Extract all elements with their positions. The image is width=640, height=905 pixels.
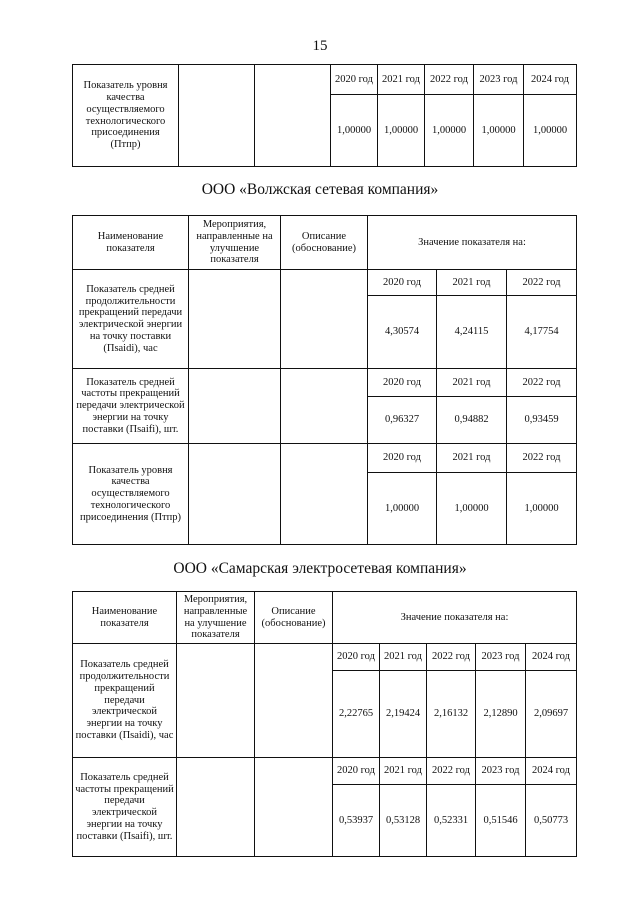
year-header: 2021 год xyxy=(437,444,507,473)
volzhskaya-table xyxy=(72,215,577,545)
description-cell xyxy=(255,758,333,857)
year-header: 2022 год xyxy=(507,270,577,296)
value-cell: 0,53128 xyxy=(380,785,427,857)
header-description: Описание (обоснование) xyxy=(255,592,333,644)
header-measures: Мероприятия, направленные на улучшение показателя xyxy=(177,592,255,644)
year-header: 2022 год xyxy=(427,644,476,671)
year-header: 2020 год xyxy=(368,444,437,473)
value-cell: 1,00000 xyxy=(378,95,425,167)
value-cell: 1,00000 xyxy=(437,473,507,545)
value-cell: 2,09697 xyxy=(526,671,577,758)
year-header: 2022 год xyxy=(507,444,577,473)
year-header: 2022 год xyxy=(507,369,577,397)
measures-cell xyxy=(177,758,255,857)
year-header: 2020 год xyxy=(333,758,380,785)
indicator-name: Показатель средней продолжительности прекращений передачи электрической энергии на точку поставки (Пsaidi), час xyxy=(73,270,189,369)
header-description: Описание (обоснование) xyxy=(281,216,368,270)
measures-cell xyxy=(189,369,281,444)
year-header: 2023 год xyxy=(476,644,526,671)
value-cell: 1,00000 xyxy=(368,473,437,545)
year-header: 2024 год xyxy=(526,644,577,671)
measures-cell xyxy=(179,65,255,167)
year-header: 2021 год xyxy=(380,758,427,785)
year-header: 2021 год xyxy=(437,369,507,397)
header-name: Наименование показателя xyxy=(73,592,177,644)
year-header: 2022 год xyxy=(425,65,474,95)
top-table xyxy=(72,64,577,167)
description-cell xyxy=(281,369,368,444)
description-cell xyxy=(255,644,333,758)
value-cell: 2,12890 xyxy=(476,671,526,758)
value-cell: 1,00000 xyxy=(425,95,474,167)
measures-cell xyxy=(177,644,255,758)
page-number: 15 xyxy=(312,38,328,54)
header-measures: Мероприятия, направленные на улучшение показателя xyxy=(189,216,281,270)
indicator-name: Показатель средней продолжительности прекращений передачи электрической энергии на точку поставки (Пsaidi), час xyxy=(73,644,177,758)
value-cell: 0,52331 xyxy=(427,785,476,857)
indicator-name: Показатель уровня качества осуществляемого технологического присоединения (Птпр) xyxy=(73,444,189,545)
year-header: 2020 год xyxy=(333,644,380,671)
value-cell: 2,19424 xyxy=(380,671,427,758)
value-cell: 0,53937 xyxy=(333,785,380,857)
value-cell: 1,00000 xyxy=(524,95,577,167)
header-values: Значение показателя на: xyxy=(333,592,577,644)
description-cell xyxy=(281,444,368,545)
value-cell: 4,17754 xyxy=(507,296,577,369)
value-cell: 1,00000 xyxy=(507,473,577,545)
indicator-name: Показатель средней частоты прекращений передачи электрической энергии на точку поставки (Пsaifi), шт. xyxy=(73,758,177,857)
year-header: 2022 год xyxy=(427,758,476,785)
value-cell: 2,16132 xyxy=(427,671,476,758)
description-cell xyxy=(255,65,331,167)
value-cell: 1,00000 xyxy=(331,95,378,167)
description-cell xyxy=(281,270,368,369)
year-header: 2024 год xyxy=(526,758,577,785)
year-header: 2021 год xyxy=(437,270,507,296)
year-header: 2021 год xyxy=(378,65,425,95)
year-header: 2024 год xyxy=(524,65,577,95)
value-cell: 1,00000 xyxy=(474,95,524,167)
year-header: 2021 год xyxy=(380,644,427,671)
samarskaya-title: ООО «Самарская электросетевая компания» xyxy=(173,560,467,577)
value-cell: 4,24115 xyxy=(437,296,507,369)
value-cell: 0,93459 xyxy=(507,397,577,444)
measures-cell xyxy=(189,444,281,545)
year-header: 2020 год xyxy=(368,369,437,397)
indicator-name: Показатель средней частоты прекращений передачи электрической энергии на точку поставки (Пsaifi), шт. xyxy=(73,369,189,444)
value-cell: 2,22765 xyxy=(333,671,380,758)
header-name: Наименование показателя xyxy=(73,216,189,270)
year-header: 2020 год xyxy=(331,65,378,95)
value-cell: 0,94882 xyxy=(437,397,507,444)
measures-cell xyxy=(189,270,281,369)
year-header: 2020 год xyxy=(368,270,437,296)
indicator-name: Показатель уровня качества осуществляемого технологического присоединения (Птпр) xyxy=(73,65,179,167)
value-cell: 4,30574 xyxy=(368,296,437,369)
samarskaya-table xyxy=(72,591,577,857)
value-cell: 0,96327 xyxy=(368,397,437,444)
volzhskaya-title: ООО «Волжская сетевая компания» xyxy=(201,181,439,198)
value-cell: 0,51546 xyxy=(476,785,526,857)
value-cell: 0,50773 xyxy=(526,785,577,857)
year-header: 2023 год xyxy=(474,65,524,95)
year-header: 2023 год xyxy=(476,758,526,785)
header-values: Значение показателя на: xyxy=(368,216,577,270)
